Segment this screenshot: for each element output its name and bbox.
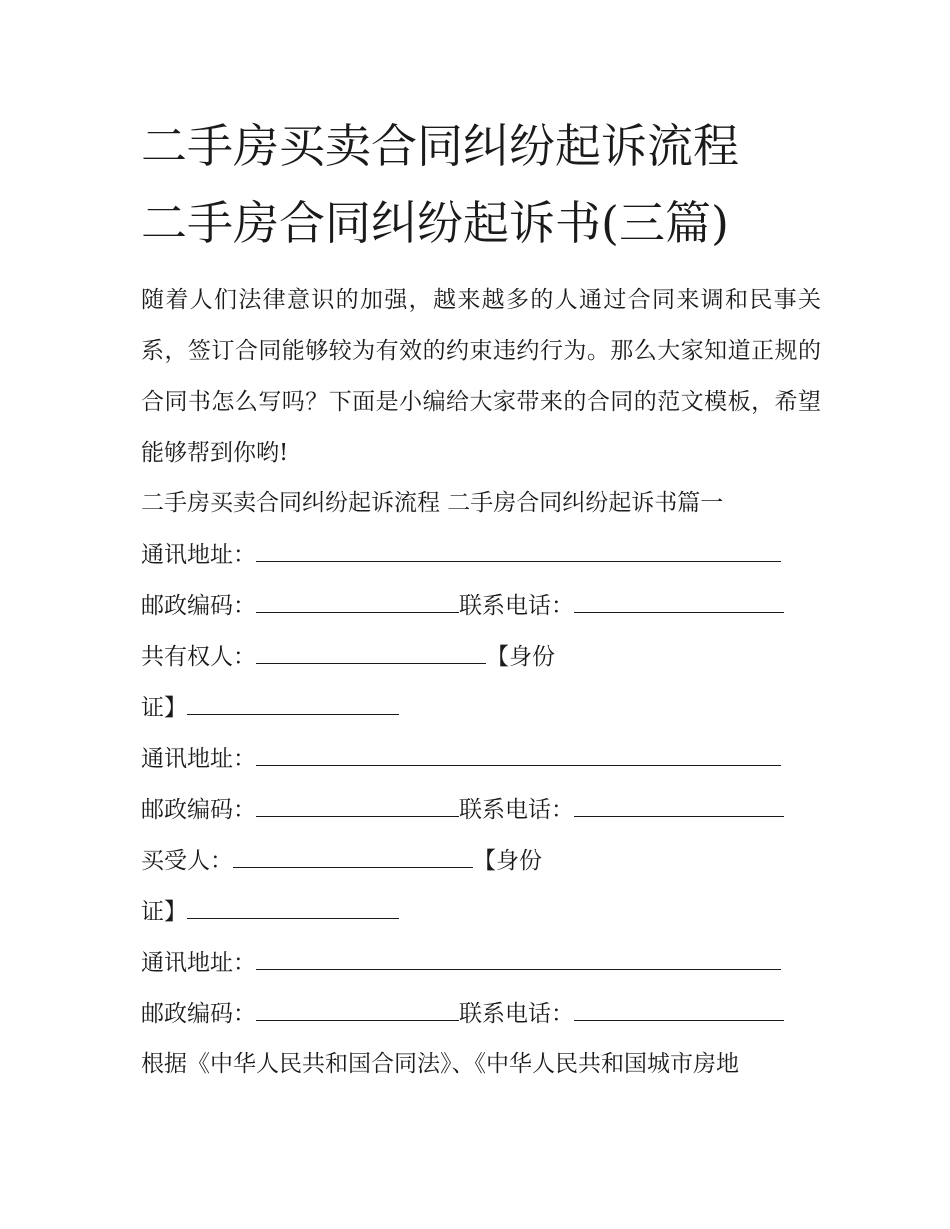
co-owner-id-blank[interactable]: [187, 692, 399, 715]
co-owner-id-row: [141, 692, 399, 723]
postcode-label: 邮政编码：: [141, 593, 256, 619]
address-blank[interactable]: [256, 947, 781, 970]
postcode-blank[interactable]: [256, 998, 459, 1021]
phone-label: 联系电话：: [459, 797, 574, 823]
address-label: 通讯地址：: [141, 746, 256, 772]
buyer-blank[interactable]: [233, 845, 473, 868]
id-close-label: 证】: [141, 899, 187, 925]
phone-blank[interactable]: [574, 590, 784, 613]
id-close-label: 证】: [141, 695, 187, 721]
phone-label: 联系电话：: [459, 1001, 574, 1027]
postcode-phone-row-3: [141, 998, 784, 1029]
address-blank[interactable]: [256, 743, 781, 766]
id-open-label: 【身份: [486, 644, 555, 670]
buyer-id-blank[interactable]: [187, 896, 399, 919]
id-open-label: 【身份: [473, 848, 542, 874]
phone-label: 联系电话：: [459, 593, 574, 619]
buyer-id-row: [141, 896, 399, 927]
postcode-blank[interactable]: [256, 590, 459, 613]
address-label: 通讯地址：: [141, 950, 256, 976]
postcode-label: 邮政编码：: [141, 1001, 256, 1027]
address-row-1: [141, 539, 781, 570]
phone-blank[interactable]: [574, 998, 784, 1021]
phone-blank[interactable]: [574, 794, 784, 817]
postcode-phone-row-2: [141, 794, 784, 825]
intro-paragraph: 随着人们法律意识的加强，越来越多的人通过合同来调和民事关系，签订合同能够较为有效的约束违约行为。那么大家知道正规的合同书怎么写吗？下面是小编给大家带来的合同的范文模板，希望能够帮到你哟!: [141, 287, 821, 466]
postcode-blank[interactable]: [256, 794, 459, 817]
title-line-1: 二手房买卖合同纠纷起诉流程: [141, 119, 739, 173]
section-heading: 二手房买卖合同纠纷起诉流程 二手房合同纠纷起诉书篇一: [141, 490, 724, 516]
address-row-2: [141, 743, 781, 774]
address-label: 通讯地址：: [141, 542, 256, 568]
co-owner-row: [141, 641, 555, 672]
buyer-row: [141, 845, 542, 876]
closing-line: 根据《中华人民共和国合同法》、《中华人民共和国城市房地: [141, 1051, 739, 1077]
postcode-phone-row-1: [141, 590, 784, 621]
address-row-3: [141, 947, 781, 978]
buyer-label: 买受人：: [141, 848, 233, 874]
co-owner-label: 共有权人：: [141, 644, 256, 670]
title-line-2: 二手房合同纠纷起诉书(三篇): [141, 196, 729, 250]
co-owner-blank[interactable]: [256, 641, 486, 664]
postcode-label: 邮政编码：: [141, 797, 256, 823]
address-blank[interactable]: [256, 539, 781, 562]
